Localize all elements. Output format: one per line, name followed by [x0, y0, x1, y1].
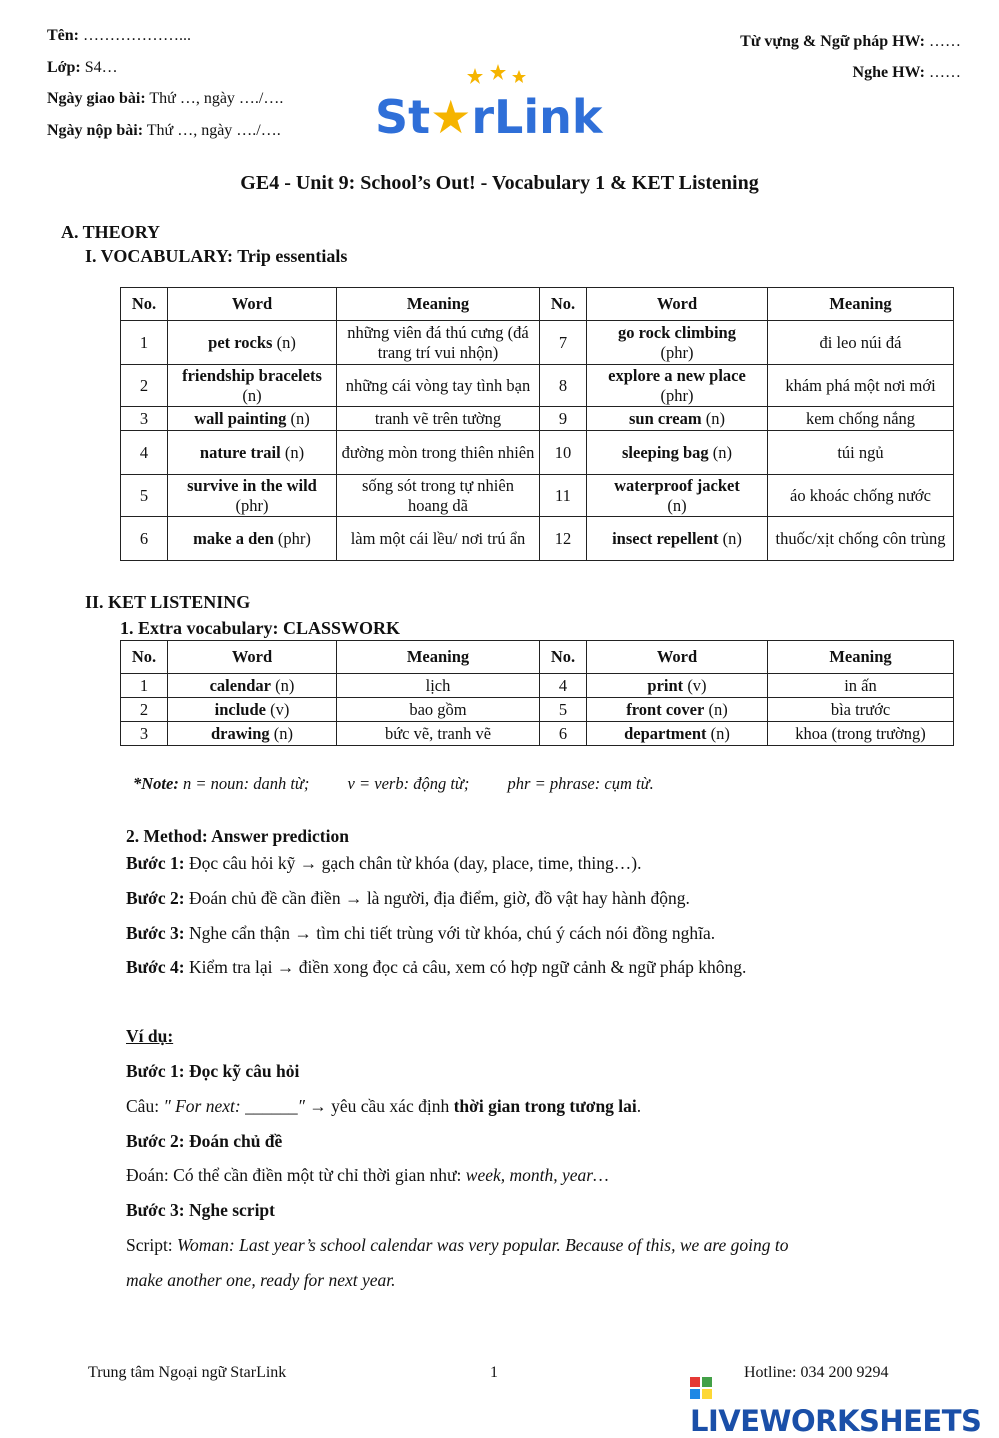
cell-number: 5 [121, 475, 168, 517]
page-title: GE4 - Unit 9: School’s Out! - Vocabulary 1 & KET Listening [240, 172, 759, 194]
cell-meaning: bao gồm [337, 698, 540, 722]
cell-word [168, 321, 337, 365]
cell-meaning: bức vẽ, tranh vẽ [337, 722, 540, 746]
cell-number: 7 [540, 321, 587, 365]
cell-meaning: túi ngủ [768, 431, 954, 475]
word-term: sun cream [629, 408, 702, 428]
table-row [121, 321, 954, 365]
cell-meaning: những cái vòng tay tình bạn [337, 365, 540, 407]
cell-meaning: khám phá một nơi mới [768, 365, 954, 407]
method-step [126, 888, 690, 909]
cell-word [587, 517, 768, 561]
word-term: department [624, 723, 707, 743]
word-term: make a den [193, 528, 274, 548]
cell-meaning: kem chống nắng [768, 407, 954, 431]
method-step-text: Kiểm tra lại → điền xong đọc cả câu, xem có hợp ngữ cảnh & ngữ pháp không. [184, 957, 747, 977]
cell-meaning: thuốc/xịt chống côn trùng [768, 517, 954, 561]
vocab-table [120, 287, 954, 561]
vocab-hw-field: Từ vựng & Ngữ pháp HW: …… [740, 33, 961, 50]
column-header: Meaning [337, 641, 540, 674]
cell-meaning: khoa (trong trường) [768, 722, 954, 746]
cell-word [168, 698, 337, 722]
cell-meaning: làm một cái lều/ nơi trú ẩn [337, 517, 540, 561]
cell-word [168, 365, 337, 407]
word-pos: (n) [718, 528, 742, 548]
section-extra-vocab: 1. Extra vocabulary: CLASSWORK [120, 618, 401, 638]
table-row [121, 475, 954, 517]
method-step [126, 923, 715, 944]
cell-number: 1 [121, 321, 168, 365]
name-field: Tên: ………………... [47, 27, 191, 44]
cell-meaning: in ấn [768, 674, 954, 698]
example-script-line2: make another one, ready for next year. [126, 1270, 396, 1290]
word-term: survive in the wild [187, 475, 317, 495]
word-pos: (n) [708, 442, 733, 462]
example-step1-title: Bước 1: Đọc kỹ câu hỏi [126, 1061, 300, 1081]
cell-number: 5 [540, 698, 587, 722]
method-step-label: Bước 1: [126, 853, 185, 873]
cell-number: 4 [121, 431, 168, 475]
cell-number: 6 [121, 517, 168, 561]
word-pos: (n) [706, 723, 730, 743]
cell-meaning: lịch [337, 674, 540, 698]
word-term: friendship bracelets [182, 365, 322, 385]
word-term: explore a new place [608, 365, 746, 385]
cell-number: 6 [540, 722, 587, 746]
note-line: *Note: n = noun: danh từ; v = verb: động từ; phr = phrase: cụm từ. [133, 774, 654, 793]
word-pos: (phr) [660, 342, 694, 362]
cell-word [168, 407, 337, 431]
column-header: Meaning [337, 288, 540, 321]
word-pos: (phr) [235, 495, 269, 515]
cell-number: 2 [121, 365, 168, 407]
word-term: front cover [626, 699, 705, 719]
word-term: waterproof jacket [614, 475, 740, 495]
word-pos: (n) [280, 442, 305, 462]
method-step-label: Bước 3: [126, 923, 185, 943]
example-step3-title: Bước 3: Nghe script [126, 1200, 275, 1220]
column-header: Meaning [768, 641, 954, 674]
cell-meaning: bìa trước [768, 698, 954, 722]
cell-word [168, 722, 337, 746]
word-pos: (n) [667, 495, 687, 515]
method-step [126, 957, 746, 978]
method-step-label: Bước 4: [126, 957, 185, 977]
column-header: No. [540, 641, 587, 674]
method-step-text: Đoán chủ đề cần điền → là người, địa điểm, giờ, đồ vật hay hành động. [184, 888, 690, 908]
word-pos: (n) [286, 408, 310, 428]
cell-meaning: áo khoác chống nước [768, 475, 954, 517]
cell-meaning: sống sót trong tự nhiên hoang dã [337, 475, 540, 517]
word-pos: (n) [272, 332, 296, 352]
method-step-label: Bước 2: [126, 888, 185, 908]
word-term: include [214, 699, 266, 719]
column-header: No. [540, 288, 587, 321]
column-header: Word [168, 288, 337, 321]
cell-word [587, 407, 768, 431]
cell-word [168, 517, 337, 561]
table-row [121, 407, 954, 431]
cell-word [587, 674, 768, 698]
example-question: Câu: ″ For next: ______″ → yêu cầu xác định thời gian trong tương lai. [126, 1096, 642, 1116]
cell-number: 3 [121, 407, 168, 431]
column-header: Word [587, 288, 768, 321]
word-pos: (n) [242, 385, 262, 405]
column-header: Word [168, 641, 337, 674]
logo-star-icon: ★ [430, 90, 472, 144]
cell-number: 11 [540, 475, 587, 517]
word-pos: (n) [269, 723, 294, 743]
cell-meaning: đường mòn trong thiên nhiên [337, 431, 540, 475]
table-row [121, 517, 954, 561]
cell-meaning: đi leo núi đá [768, 321, 954, 365]
column-header: Meaning [768, 288, 954, 321]
cell-number: 2 [121, 698, 168, 722]
method-step-text: Đọc câu hỏi kỹ → gạch chân từ khóa (day, place, time, thing…). [184, 853, 642, 873]
cell-number: 3 [121, 722, 168, 746]
column-header: No. [121, 288, 168, 321]
cell-number: 1 [121, 674, 168, 698]
footer-center-name: Trung tâm Ngoại ngữ StarLink [88, 1364, 287, 1381]
word-term: nature trail [199, 442, 281, 462]
cell-number: 10 [540, 431, 587, 475]
example-step2-title: Bước 2: Đoán chủ đề [126, 1131, 283, 1151]
example-title: Ví dụ: [126, 1026, 174, 1046]
column-header: Word [587, 641, 768, 674]
cell-word [168, 674, 337, 698]
word-term: sleeping bag [621, 442, 709, 462]
example-guess: Đoán: Có thể cần điền một từ chỉ thời gian như: week, month, year… [126, 1165, 609, 1185]
class-field: Lớp: S4… [47, 59, 118, 76]
footer-hotline: Hotline: 034 200 9294 [744, 1364, 889, 1381]
table-row [121, 431, 954, 475]
table-row [121, 698, 954, 722]
word-term: print [647, 675, 684, 695]
table-row [121, 365, 954, 407]
word-term: go rock climbing [618, 322, 736, 342]
submit-date-field: Ngày nộp bài: Thứ …, ngày …./…. [47, 122, 281, 139]
cell-word [587, 722, 768, 746]
liveworksheets-logo-icon [690, 1377, 712, 1399]
word-term: wall painting [194, 408, 287, 428]
cell-word [587, 365, 768, 407]
word-pos: (phr) [660, 385, 694, 405]
starlink-logo: St★rLink [375, 68, 625, 148]
section-theory: A. THEORY [61, 222, 161, 242]
word-pos: (n) [271, 675, 295, 695]
cell-number: 9 [540, 407, 587, 431]
cell-word [168, 431, 337, 475]
word-term: pet rocks [208, 332, 273, 352]
footer-page-number: 1 [490, 1364, 498, 1381]
cell-number: 8 [540, 365, 587, 407]
cell-meaning: tranh vẽ trên tường [337, 407, 540, 431]
cell-word [587, 475, 768, 517]
cell-number: 12 [540, 517, 587, 561]
word-pos: (phr) [273, 528, 311, 548]
cell-word [168, 475, 337, 517]
extra-vocab-table [120, 640, 954, 746]
word-pos: (n) [704, 699, 728, 719]
method-step-text: Nghe cẩn thận → tìm chi tiết trùng với từ khóa, chú ý cách nói đồng nghĩa. [184, 923, 716, 943]
assign-date-field: Ngày giao bài: Thứ …, ngày …./…. [47, 90, 284, 107]
example-script-line1: Script: Woman: Last year’s school calendar was very popular. Because of this, we are going to [126, 1235, 789, 1255]
word-term: drawing [210, 723, 270, 743]
word-pos: (n) [701, 408, 725, 428]
section-ket-listening: II. KET LISTENING [85, 592, 251, 612]
cell-word [587, 698, 768, 722]
liveworksheets-watermark[interactable]: LIVEWORKSHEETS [690, 1370, 999, 1438]
cell-meaning: những viên đá thú cưng (đá trang trí vui nhộn) [337, 321, 540, 365]
word-pos: (v) [683, 675, 707, 695]
cell-number: 4 [540, 674, 587, 698]
column-header: No. [121, 641, 168, 674]
section-vocabulary: I. VOCABULARY: Trip essentials [85, 246, 348, 266]
word-term: calendar [209, 675, 272, 695]
cell-word [587, 321, 768, 365]
cell-word [587, 431, 768, 475]
word-pos: (v) [265, 699, 290, 719]
listening-hw-field: Nghe HW: …… [852, 64, 961, 81]
method-title: 2. Method: Answer prediction [126, 826, 349, 846]
word-term: insect repellent [612, 528, 719, 548]
method-step [126, 853, 641, 874]
table-row [121, 722, 954, 746]
table-row [121, 674, 954, 698]
